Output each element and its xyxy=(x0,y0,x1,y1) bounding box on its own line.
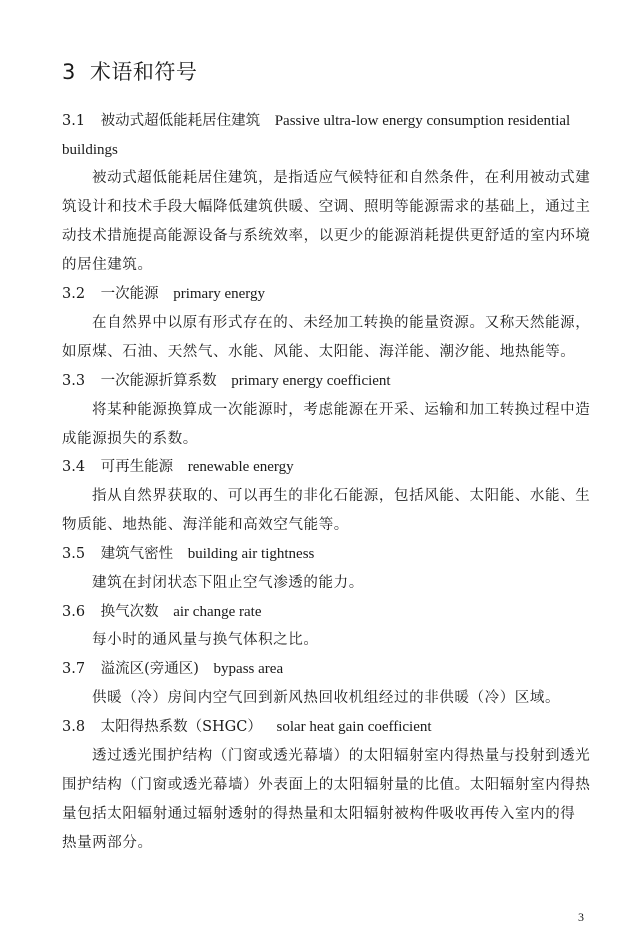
term-english: Passive ultra-low energy consumption residential xyxy=(274,113,571,129)
definition-line: 被动式超低能耗居住建筑，是指适应气候特征和自然条件，在利用被动式建 xyxy=(92,170,591,186)
definition-line: 热量两部分。 xyxy=(62,835,153,851)
definition-line: 将某种能源换算成一次能源时，考虑能源在开采、运输和加工转换过程中造 xyxy=(92,402,591,418)
definition-line: 的居住建筑。 xyxy=(62,257,153,273)
term-heading xyxy=(62,367,391,396)
definition-line: 指从自然界获取的、可以再生的非化石能源，包括风能、太阳能、水能、生 xyxy=(92,488,591,504)
term-chinese: 太阳得热系数（SHGC） xyxy=(100,719,262,735)
term-chinese: 建筑气密性 xyxy=(100,546,174,562)
definition-line: 物质能、地热能、海洋能和高效空气能等。 xyxy=(62,517,349,533)
term-number: 3.7 xyxy=(62,661,86,677)
term-heading xyxy=(62,453,294,482)
term-number: 3.3 xyxy=(62,373,86,389)
term-english-continued: buildings xyxy=(62,142,118,158)
term-number: 3.4 xyxy=(62,459,86,475)
term-definition xyxy=(62,482,591,540)
definition-line: 如原煤、石油、天然气、水能、风能、太阳能、海洋能、潮汐能、地热能等。 xyxy=(62,344,576,360)
term-chinese: 一次能源 xyxy=(100,286,159,302)
term-number: 3.2 xyxy=(62,286,86,302)
term-number: 3.5 xyxy=(62,546,86,562)
definition-line: 筑设计和技术手段大幅降低建筑供暖、空调、照明等能源需求的基础上，通过主 xyxy=(62,199,591,215)
definition-line: 围护结构（门窗或透光幕墙）外表面上的太阳辐射量的比值。太阳辐射室内得热 xyxy=(62,777,591,793)
term-heading xyxy=(62,540,314,569)
definition-line: 量包括太阳辐射通过辐射透射的得热量和太阳辐射被构件吸收再传入室内的得 xyxy=(62,806,576,822)
term-heading xyxy=(62,655,283,684)
term-chinese: 被动式超低能耗居住建筑 xyxy=(100,113,261,129)
page-number: 3 xyxy=(578,910,584,924)
term-english: primary energy coefficient xyxy=(231,373,391,389)
definition-line: 透过透光围护结构（门窗或透光幕墙）的太阳辐射室内得热量与投射到透光 xyxy=(92,748,591,764)
term-number: 3.8 xyxy=(62,719,86,735)
definition-line: 成能源损失的系数。 xyxy=(62,431,198,447)
term-heading xyxy=(62,280,265,309)
term-chinese: 一次能源折算系数 xyxy=(100,373,217,389)
term-english: primary energy xyxy=(173,286,265,302)
definition-line: 供暖（冷）房间内空气回到新风热回收机组经过的非供暖（冷）区域。 xyxy=(92,690,561,706)
definition-line: 建筑在封闭状态下阻止空气渗透的能力。 xyxy=(92,575,364,591)
term-definition xyxy=(62,569,582,598)
term-english: air change rate xyxy=(173,604,262,620)
term-definition xyxy=(62,626,582,655)
definition-line: 动技术措施提高能源设备与系统效率，以更少的能源消耗提供更舒适的室内环境 xyxy=(62,228,591,244)
definition-line: 每小时的通风量与换气体积之比。 xyxy=(92,632,319,648)
term-definition xyxy=(62,396,591,454)
definition-line: 在自然界中以原有形式存在的、未经加工转换的能量资源。又称天然能源， xyxy=(92,315,591,331)
term-heading xyxy=(62,107,570,136)
term-english: solar heat gain coefficient xyxy=(276,719,432,735)
term-definition xyxy=(62,309,591,367)
term-chinese: 溢流区(旁通区) xyxy=(100,661,199,677)
chapter-title: 术语和符号 xyxy=(89,60,198,84)
term-english: building air tightness xyxy=(187,546,315,562)
term-chinese: 换气次数 xyxy=(100,604,159,620)
chapter-number: 3 xyxy=(62,60,76,84)
term-english: bypass area xyxy=(213,661,284,677)
term-definition xyxy=(62,742,591,858)
term-definition xyxy=(62,164,591,280)
term-definition xyxy=(62,684,582,713)
chapter-heading xyxy=(62,56,197,86)
term-number: 3.1 xyxy=(62,113,86,129)
term-heading xyxy=(62,713,432,742)
term-heading xyxy=(62,598,262,627)
term-number: 3.6 xyxy=(62,604,86,620)
term-chinese: 可再生能源 xyxy=(100,459,174,475)
term-english: renewable energy xyxy=(187,459,294,475)
